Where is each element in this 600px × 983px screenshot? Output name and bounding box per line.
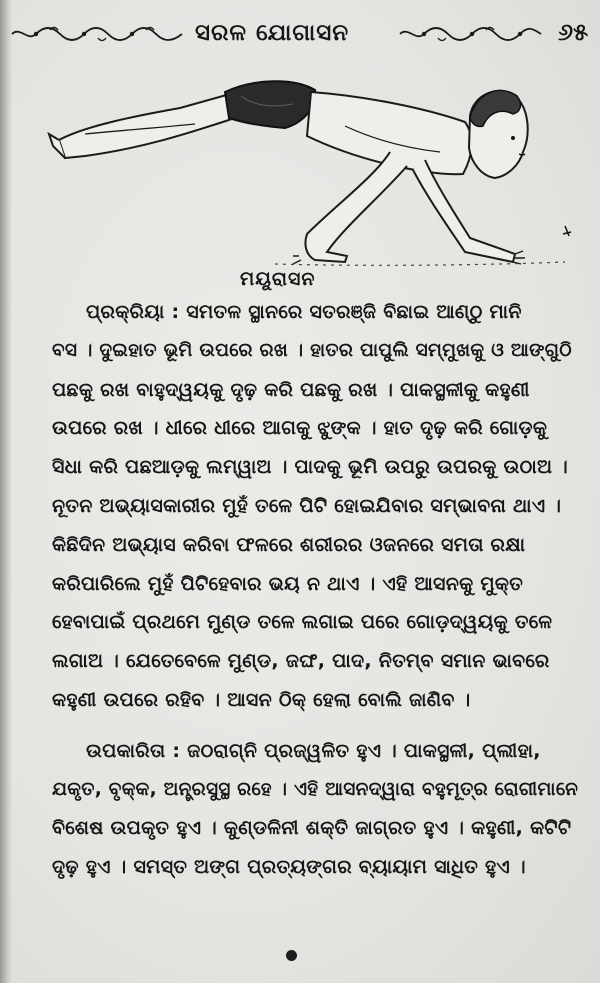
floral-ornament-icon bbox=[10, 24, 185, 44]
benefits-line: ଯକୃତ, ବୃକ୍କ, ଅନ୍ତ୍ରସୁସ୍ଥ ରହେ । ଏହି ଆସନଦ୍ୱାରା ବହୁମୂତ୍ର ରୋଗୀମାନେ bbox=[52, 778, 579, 800]
text-line: କିଛିଦିନ ଅଭ୍ୟାସ କରିବା ଫଳରେ ଶରୀରର ଓଜନରେ ସମତା ରକ୍ଷା bbox=[52, 533, 526, 556]
text-line: କରିପାରିଲେ ମୁହଁ ପିଟିହେବାର ଭୟ ନ ଥାଏ । ଏହି ଆସନକୁ ମୁକ୍ତ bbox=[52, 572, 524, 595]
floral-ornament-icon bbox=[398, 24, 543, 44]
text-line: କହୁଣୀ ଉପରେ ରହିବ । ଆସନ ଠିକ୍ ହେଲା ବୋଲି ଜାଣିବ । bbox=[52, 688, 471, 711]
bottom-dot bbox=[286, 950, 297, 961]
text-line: ହେବାପାଇଁ ପ୍ରଥମେ ମୁଣ୍ଡ ତଳେ ଲଗାଇ ପରେ ଗୋଡ଼ଦ୍ୱୟକୁ ତଳେ bbox=[52, 611, 553, 634]
page-header bbox=[10, 14, 595, 54]
benefits-line: ବିଶେଷ ଉପକୃତ ହୁଏ । କୁଣ୍ଡଳିନୀ ଶକ୍ତି ଜାଗ୍ରତ ହୁଏ । କହୁଣୀ, କଟିଟି bbox=[52, 817, 572, 840]
pose-figure bbox=[45, 56, 585, 290]
text-line: ଉପରେ ରଖ । ଧୀରେ ଧୀରେ ଆଗକୁ ଝୁଙ୍କ । ହାତ ଦୃଢ଼ କରି ଗୋଡ଼କୁ bbox=[52, 417, 548, 440]
text-line: ପଛକୁ ରଖ ବାହୁଦ୍ୱୟକୁ ଦୃଢ଼ କରି ପଛକୁ ରଖ । ପାକସ୍ଥଳୀକୁ କହୁଣୀ bbox=[52, 378, 530, 401]
text-line: ଲଗାଅ । ଯେତେବେଳେ ମୁଣ୍ଡ, ଜଙ୍ଘ, ପାଦ, ନିତମ୍ବ ସମାନ ଭାବରେ bbox=[52, 650, 550, 673]
page-number: ୬୫ bbox=[558, 18, 589, 46]
text-line: ବସ । ଦୁଇହାତ ଭୂମି ଉପରେ ରଖ । ହାତର ପାପୁଲି ସମ୍ମୁଖକୁ ଓ ଆଙ୍ଗୁଠି bbox=[52, 339, 572, 361]
page-gutter-shadow bbox=[0, 0, 12, 983]
running-title: ସରଳ ଯୋଗାସନ bbox=[195, 20, 350, 46]
mayurasana-pose-illustration bbox=[45, 56, 585, 286]
text-line: ସିଧା କରି ପଛଆଡ଼କୁ ଲମ୍ୱାଅ । ପାଦକୁ ଭୂମି ଉପରୁ ଉପରକୁ ଉଠାଅ । bbox=[52, 456, 569, 479]
text-line: ନୂତନ ଅଭ୍ୟାସକାରୀର ମୁହଁ ତଳେ ପିଟି ହୋଇଯିବାର ସମ୍ଭାବନା ଥାଏ । bbox=[52, 494, 562, 517]
text-line: ପ୍ରକ୍ରିୟା : ସମତଳ ସ୍ଥାନରେ ସତରଞ୍ଜି ବିଛାଇ ଆଣ୍ଠୁ ମାନି bbox=[86, 301, 522, 323]
benefits-line: ଦୃଢ଼ ହୁଏ । ସମସ୍ତ ଅଙ୍ଗ ପ୍ରତ୍ୟଙ୍ଗର ବ୍ୟାୟାମ ସାଧିତ ହୁଏ । bbox=[52, 856, 526, 879]
figure-caption: ମୟୂରାସନ bbox=[240, 268, 316, 290]
benefits-line: ଉପକାରିତା : ଜଠରାଗ୍ନି ପ୍ରଜ୍ୱଳିତ ହୁଏ । ପାକସ୍ଥଳୀ, ପ୍ଲୀହା, bbox=[86, 739, 541, 762]
procedure-text bbox=[52, 293, 582, 887]
